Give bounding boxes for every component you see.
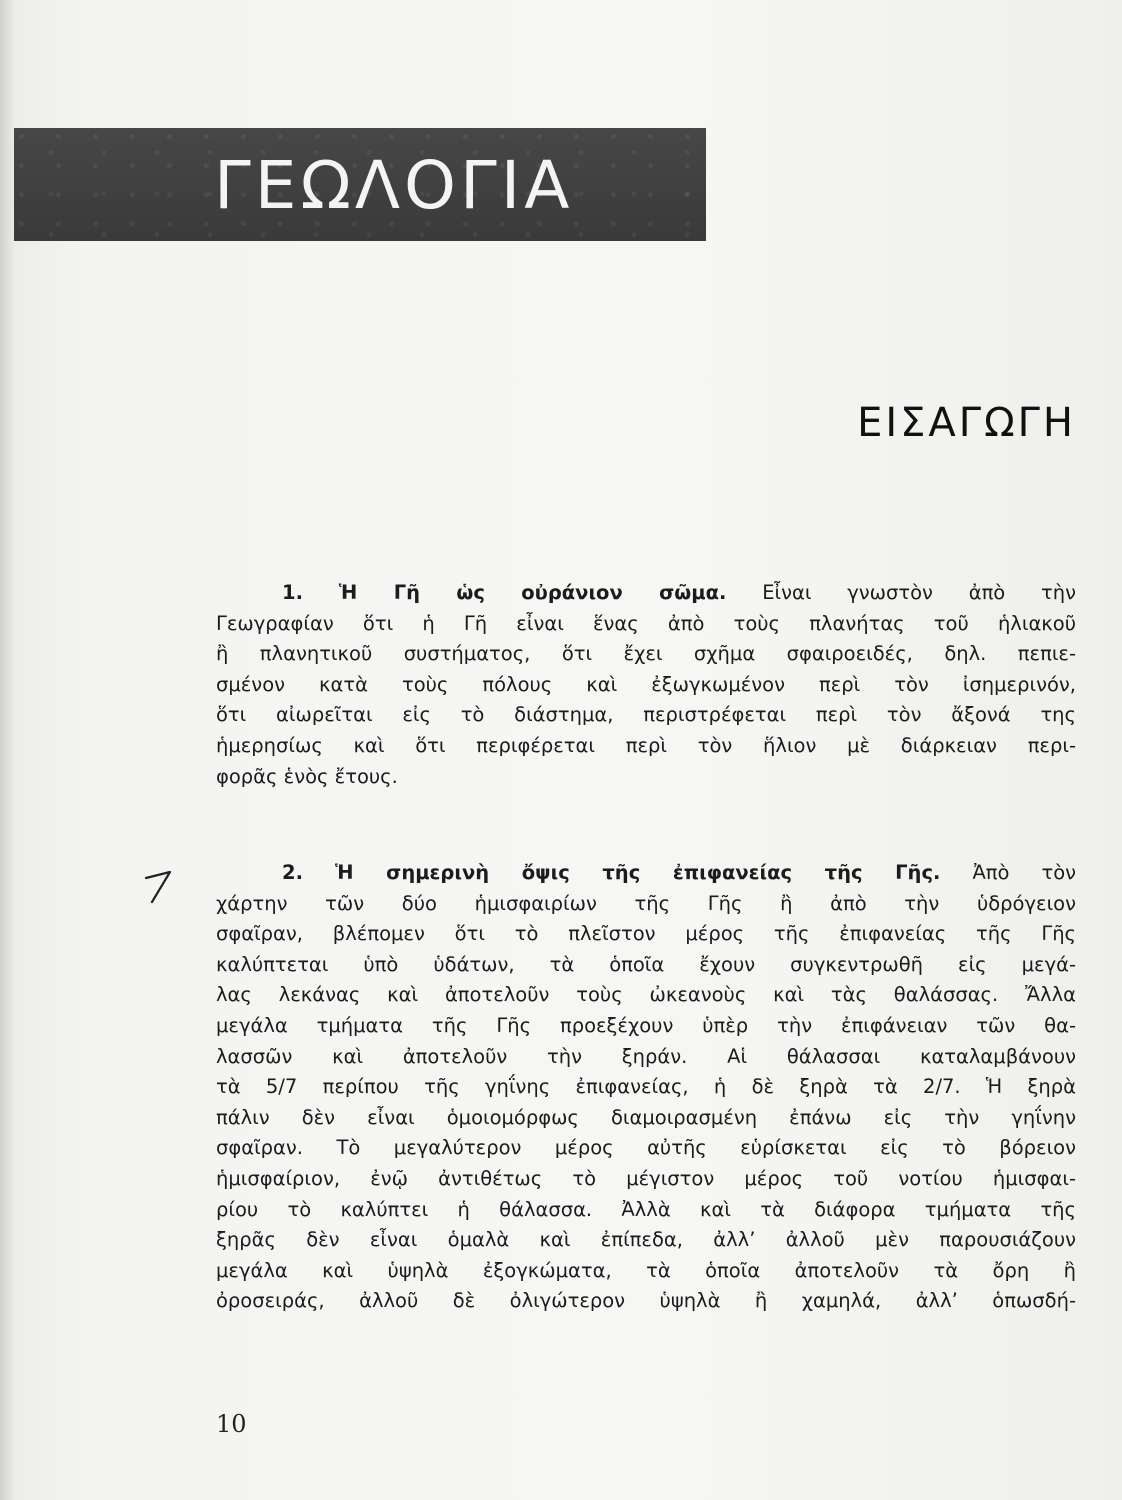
paragraph-line: Γεωγραφίαν ὅτι ἡ Γῆ εἶναι ἕνας ἀπὸ τοὺς πλανήτας τοῦ ἡλιακοῦ — [216, 611, 1076, 635]
paragraph-line: φορᾶς ἑνὸς ἔτους. — [216, 764, 398, 788]
paragraph-text: Εἶναι γνωστὸν ἀπὸ τὴν — [762, 581, 1076, 604]
paragraph-line: καλύπτεται ὑπὸ ὑδάτων, τὰ ὁποῖα ἔχουν συγκεντρωθῆ εἰς μεγά- — [216, 952, 1076, 976]
paragraph-number: 2. — [282, 861, 303, 884]
paragraph-line: σφαῖραν. Τὸ μεγαλύτερον μέρος αὐτῆς εὑρίσκεται εἰς τὸ βόρειον — [216, 1136, 1076, 1160]
paragraph-line: πάλιν δὲν εἶναι ὁμοιομόρφως διαμοιρασμένη ἐπάνω εἰς τὴν γηΐνην — [216, 1105, 1076, 1129]
paragraph-line: τὰ 5/7 περίπου τῆς γηΐνης ἐπιφανείας, ἡ δὲ ξηρὰ τὰ 2/7. Ἡ ξηρὰ — [216, 1075, 1076, 1099]
paragraph-line: ἡμερησίως καὶ ὅτι περιφέρεται περὶ τὸν ἥλιον μὲ διάρκειαν περι- — [216, 733, 1076, 757]
paragraph-text: Ἀπὸ τὸν — [972, 861, 1076, 884]
paragraph-line: σφαῖραν, βλέπομεν ὅτι τὸ πλεῖστον μέρος τῆς ἐπιφανείας τῆς Γῆς — [216, 922, 1076, 946]
paragraph-line — [216, 578, 1076, 609]
paragraph-line: ἢ πλανητικοῦ συστήματος, ὅτι ἔχει σχῆμα σφαιροειδές, δηλ. πεπιε- — [216, 642, 1076, 666]
pen-stroke-icon — [140, 860, 180, 910]
page-number: 10 — [216, 1410, 247, 1438]
chapter-title: ΓΕΩΛΟΓΙΑ — [214, 147, 574, 224]
paragraph-line: λασσῶν καὶ ἀποτελοῦν τὴν ξηράν. Αἱ θάλασσαι καταλαμβάνουν — [216, 1044, 1076, 1068]
paragraph-line: ρίου τὸ καλύπτει ἡ θάλασσα. Ἀλλὰ καὶ τὰ διάφορα τμήματα τῆς — [216, 1197, 1076, 1221]
handwritten-margin-mark — [140, 860, 180, 910]
paragraph-1 — [216, 578, 1076, 792]
paragraph-line — [216, 858, 1076, 889]
paragraph-line: λας λεκάνας καὶ ἀποτελοῦν τοὺς ὠκεανοὺς καὶ τὰς θαλάσσας. Ἄλλα — [216, 983, 1076, 1007]
paragraph-line: μεγάλα τμήματα τῆς Γῆς προεξέχουν ὑπὲρ τὴν ἐπιφάνειαν τῶν θα- — [216, 1013, 1076, 1037]
paragraph-2 — [216, 858, 1076, 1317]
page-binding-edge — [0, 0, 14, 1500]
paragraph-number: 1. — [282, 581, 303, 604]
paragraph-heading: Ἡ σημερινὴ ὄψις τῆς ἐπιφανείας τῆς Γῆς. — [335, 861, 941, 884]
paragraph-line: μεγάλα καὶ ὑψηλὰ ἐξογκώματα, τὰ ὁποῖα ἀποτελοῦν τὰ ὄρη ἢ — [216, 1258, 1076, 1282]
paragraph-line: σμένον κατὰ τοὺς πόλους καὶ ἐξωγκωμένον περὶ τὸν ἰσημερινόν, — [216, 672, 1076, 696]
paragraph-line: χάρτην τῶν δύο ἡμισφαιρίων τῆς Γῆς ἢ ἀπὸ τὴν ὑδρόγειον — [216, 891, 1076, 915]
paragraph-heading: Ἡ Γῆ ὡς οὐράνιον σῶμα. — [338, 581, 727, 604]
section-heading: ΕΙΣΑΓΩΓΗ — [857, 400, 1076, 446]
paragraph-line: ὅτι αἰωρεῖται εἰς τὸ διάστημα, περιστρέφεται περὶ τὸν ἄξονά της — [216, 703, 1076, 727]
paragraph-line: ὀροσειράς, ἀλλοῦ δὲ ὀλιγώτερον ὑψηλὰ ἢ χαμηλά, ἀλλ’ ὁπωσδή- — [216, 1289, 1076, 1313]
paragraph-line: ξηρᾶς δὲν εἶναι ὁμαλὰ καὶ ἐπίπεδα, ἀλλ’ ἀλλοῦ μὲν παρουσιάζουν — [216, 1228, 1076, 1252]
paragraph-line: ἡμισφαίριον, ἐνῷ ἀντιθέτως τὸ μέγιστον μέρος τοῦ νοτίου ἡμισφαι- — [216, 1166, 1076, 1190]
